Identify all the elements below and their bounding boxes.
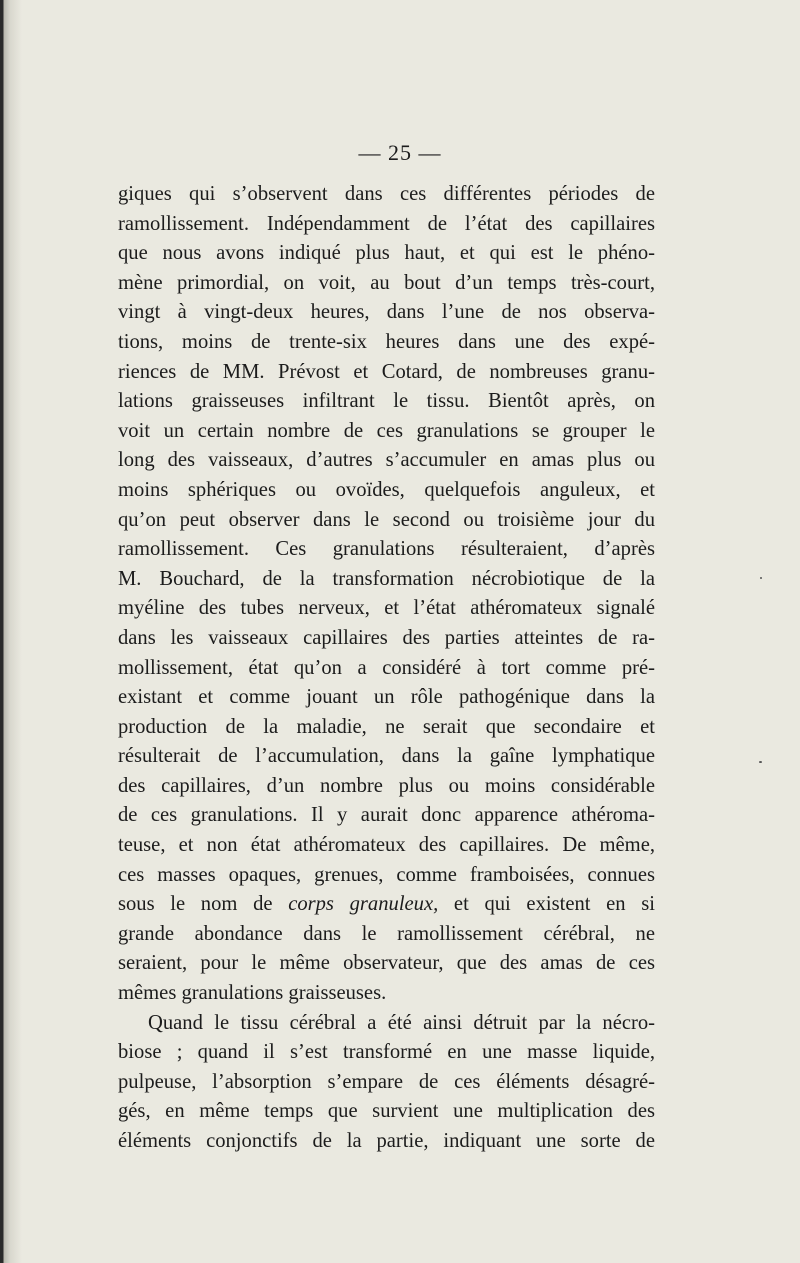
text-line: des capillaires, d’un nombre plus ou moins considérable bbox=[118, 774, 655, 797]
ink-speck bbox=[759, 761, 762, 763]
text-line: résulterait de l’accumulation, dans la gaîne lymphatique bbox=[118, 745, 655, 768]
text-line: seraient, pour le même observateur, que des amas de ces bbox=[118, 952, 655, 975]
page-binding-edge bbox=[0, 0, 22, 1263]
text-line: dans les vaisseaux capillaires des parties atteintes de ra- bbox=[118, 626, 655, 649]
text-line: riences de MM. Prévost et Cotard, de nombreuses granu- bbox=[118, 360, 655, 383]
text-line: mêmes granulations graisseuses. bbox=[118, 982, 387, 1005]
ink-speck bbox=[760, 577, 762, 579]
text-line: ces masses opaques, grenues, comme framboisées, connues bbox=[118, 863, 655, 886]
body-text bbox=[118, 180, 655, 1157]
text-line-corps-granuleux bbox=[118, 890, 655, 920]
text-fragment: et qui existent en si bbox=[438, 893, 655, 916]
text-line: grande abondance dans le ramollissement cérébral, ne bbox=[118, 922, 655, 945]
text-line: production de la maladie, ne serait que secondaire et bbox=[118, 715, 655, 738]
text-line: éléments conjonctifs de la partie, indiquant une sorte de bbox=[118, 1130, 655, 1152]
text-line: giques qui s’observent dans ces différentes périodes de bbox=[118, 183, 655, 205]
text-line: vingt à vingt-deux heures, dans l’une de nos observa- bbox=[118, 301, 655, 324]
text-line: myéline des tubes nerveux, et l’état athéromateux signalé bbox=[118, 597, 655, 620]
text-line: de ces granulations. Il y aurait donc apparence athéroma- bbox=[118, 804, 655, 827]
text-line: moins sphériques ou ovoïdes, quelquefois anguleux, et bbox=[118, 478, 655, 501]
text-fragment: sous le nom de bbox=[118, 893, 289, 916]
text-line: biose ; quand il s’est transformé en une masse liquide, bbox=[118, 1041, 655, 1064]
text-line: mollissement, état qu’on a considéré à tort comme pré- bbox=[118, 656, 655, 679]
text-line: teuse, et non état athéromateux des capillaires. De même, bbox=[118, 834, 655, 857]
italic-term-corps-granuleux: corps granuleux, bbox=[288, 893, 439, 916]
text-line: que nous avons indiqué plus haut, et qui est le phéno- bbox=[118, 242, 655, 265]
text-line: existant et comme jouant un rôle pathogénique dans la bbox=[118, 686, 655, 709]
text-line: ramollissement. Indépendamment de l’état des capillaires bbox=[118, 212, 655, 235]
text-line: tions, moins de trente-six heures dans une des expé- bbox=[118, 330, 655, 353]
text-line: gés, en même temps que survient une multiplication des bbox=[118, 1100, 655, 1123]
text-line: long des vaisseaux, d’autres s’accumuler en amas plus ou bbox=[118, 449, 655, 472]
text-line: pulpeuse, l’absorption s’empare de ces éléments désagré- bbox=[118, 1070, 655, 1093]
text-line: M. Bouchard, de la transformation nécrobiotique de la bbox=[118, 567, 655, 590]
paragraph-start-line: Quand le tissu cérébral a été ainsi détruit par la nécro- bbox=[148, 1011, 655, 1034]
text-line: ramollissement. Ces granulations résulteraient, d’après bbox=[118, 538, 655, 561]
text-line: qu’on peut observer dans le second ou troisième jour du bbox=[118, 508, 655, 531]
text-line: mène primordial, on voit, au bout d’un temps très-court, bbox=[118, 271, 655, 294]
text-line: voit un certain nombre de ces granulations se grouper le bbox=[118, 419, 655, 442]
text-line: lations graisseuses infiltrant le tissu. Bientôt après, on bbox=[118, 390, 655, 413]
page-number: — 25 — bbox=[358, 140, 442, 165]
